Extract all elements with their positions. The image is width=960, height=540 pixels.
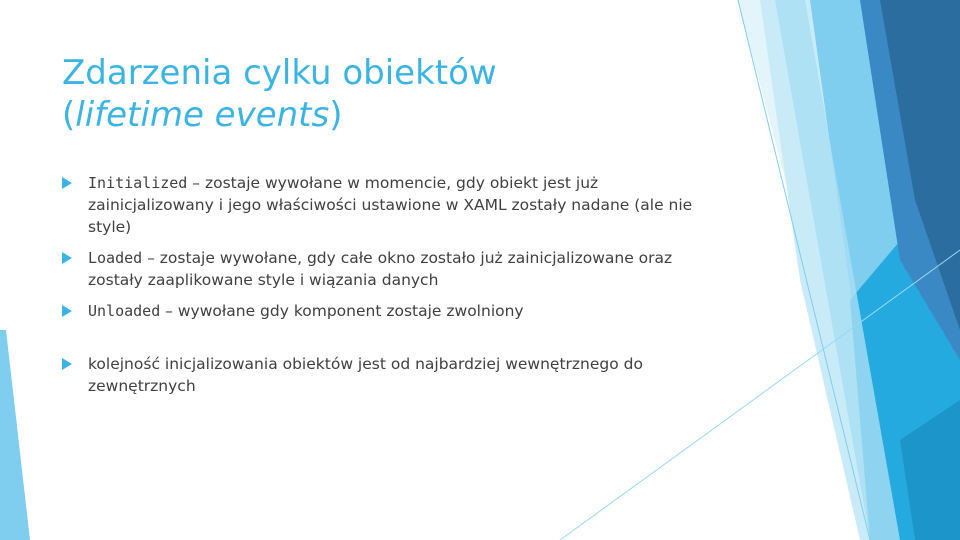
- bullet-init-order: [62, 353, 722, 397]
- bullet-arrow-icon: [62, 358, 72, 370]
- bullet-text: – zostaje wywołane w momencie, gdy obiekt jest już zainicjalizowany i jego właściwości ustawione w XAML zostały nadane (ale nie style): [88, 174, 693, 236]
- title-line-2: [62, 94, 742, 136]
- bullet-text: – wywołane gdy komponent zostaje zwolniony: [160, 302, 524, 320]
- bullet-text: – zostaje wywołane, gdy całe okno zostało już zainicjalizowane oraz zostały zaaplikowane style i wiązania danych: [88, 249, 673, 289]
- bullet-code: Loaded: [88, 249, 143, 267]
- title-italic: lifetime events: [75, 95, 330, 135]
- bullet-text: kolejność inicjalizowania obiektów jest od najbardziej wewnętrznego do zewnętrznych: [88, 355, 643, 395]
- bullet-loaded: [62, 247, 722, 291]
- title-paren-close: ): [329, 95, 343, 135]
- bullet-arrow-icon: [62, 177, 72, 189]
- title-line-1: Zdarzenia cylku obiektów: [62, 53, 497, 93]
- slide-title: [62, 52, 742, 136]
- bullet-arrow-icon: [62, 305, 72, 317]
- title-paren-open: (: [62, 95, 76, 135]
- bullet-unloaded: [62, 300, 722, 322]
- bullet-code: Initialized: [88, 174, 188, 192]
- bullet-arrow-icon: [62, 252, 72, 264]
- bullet-initialized: [62, 172, 722, 238]
- bullet-list: [62, 172, 722, 397]
- facet-left-sliver: [0, 330, 30, 540]
- bullet-code: Unloaded: [88, 302, 161, 320]
